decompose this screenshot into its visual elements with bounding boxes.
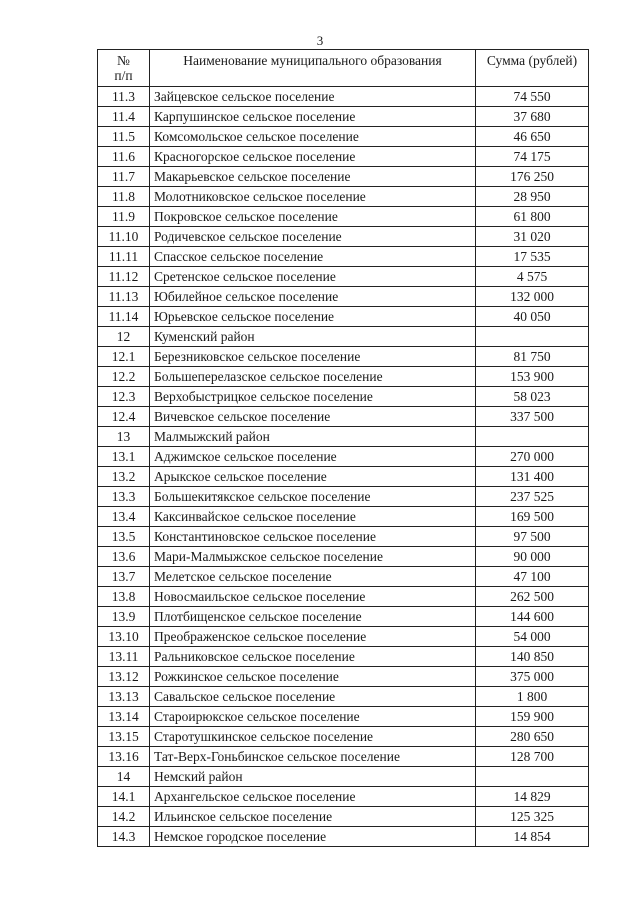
row-number: 14.2 [98, 807, 150, 827]
row-number: 11.5 [98, 127, 150, 147]
row-sum: 375 000 [476, 667, 589, 687]
table-row [98, 247, 589, 267]
row-sum: 74 175 [476, 147, 589, 167]
row-municipality-name: Немское городское поселение [150, 827, 476, 847]
table-row [98, 687, 589, 707]
table-row [98, 627, 589, 647]
header-number-line1: № [117, 53, 130, 68]
row-sum: 90 000 [476, 547, 589, 567]
table-row [98, 807, 589, 827]
row-municipality-name: Березниковское сельское поселение [150, 347, 476, 367]
row-number: 12.3 [98, 387, 150, 407]
row-sum [476, 427, 589, 447]
table-header-row [98, 50, 589, 87]
table-row [98, 407, 589, 427]
table-row [98, 127, 589, 147]
row-municipality-name: Макарьевское сельское поселение [150, 167, 476, 187]
table-row [98, 327, 589, 347]
row-municipality-name: Спасское сельское поселение [150, 247, 476, 267]
row-number: 12.2 [98, 367, 150, 387]
row-sum: 125 325 [476, 807, 589, 827]
row-sum: 4 575 [476, 267, 589, 287]
table-row [98, 387, 589, 407]
row-municipality-name: Тат-Верх-Гоньбинское сельское поселение [150, 747, 476, 767]
row-municipality-name: Красногорское сельское поселение [150, 147, 476, 167]
table-row [98, 607, 589, 627]
table-row [98, 227, 589, 247]
page-number: 3 [316, 33, 324, 48]
row-number: 13.8 [98, 587, 150, 607]
row-sum: 144 600 [476, 607, 589, 627]
row-sum: 31 020 [476, 227, 589, 247]
row-municipality-name: Ральниковское сельское поселение [150, 647, 476, 667]
row-number: 13.6 [98, 547, 150, 567]
table-row [98, 567, 589, 587]
row-sum: 37 680 [476, 107, 589, 127]
row-number: 13.16 [98, 747, 150, 767]
row-number: 11.4 [98, 107, 150, 127]
row-number: 13.10 [98, 627, 150, 647]
row-municipality-name: Константиновское сельское поселение [150, 527, 476, 547]
table-row [98, 187, 589, 207]
row-municipality-name: Староирюкское сельское поселение [150, 707, 476, 727]
row-sum: 46 650 [476, 127, 589, 147]
table-row [98, 467, 589, 487]
table-row [98, 167, 589, 187]
row-sum: 132 000 [476, 287, 589, 307]
row-sum: 176 250 [476, 167, 589, 187]
table-row [98, 147, 589, 167]
row-municipality-name: Аджимское сельское поселение [150, 447, 476, 467]
table-row [98, 727, 589, 747]
row-number: 13.4 [98, 507, 150, 527]
row-number: 13.2 [98, 467, 150, 487]
row-sum: 270 000 [476, 447, 589, 467]
row-sum: 61 800 [476, 207, 589, 227]
row-municipality-name: Рожкинское сельское поселение [150, 667, 476, 687]
row-number: 12.1 [98, 347, 150, 367]
header-sum: Сумма (рублей) [476, 50, 589, 87]
row-number: 11.3 [98, 87, 150, 107]
row-number: 11.14 [98, 307, 150, 327]
row-municipality-name: Каксинвайское сельское поселение [150, 507, 476, 527]
row-municipality-name: Мари-Малмыжское сельское поселение [150, 547, 476, 567]
row-sum: 28 950 [476, 187, 589, 207]
row-number: 11.6 [98, 147, 150, 167]
row-number: 11.11 [98, 247, 150, 267]
row-municipality-name: Карпушинское сельское поселение [150, 107, 476, 127]
row-number: 11.12 [98, 267, 150, 287]
row-municipality-name: Вичевское сельское поселение [150, 407, 476, 427]
table-row [98, 267, 589, 287]
row-sum: 337 500 [476, 407, 589, 427]
row-municipality-name: Новосмаильское сельское поселение [150, 587, 476, 607]
row-number: 12 [98, 327, 150, 347]
row-number: 13.12 [98, 667, 150, 687]
allocation-table [97, 49, 589, 847]
row-municipality-name: Преображенское сельское поселение [150, 627, 476, 647]
table-row [98, 587, 589, 607]
row-sum: 131 400 [476, 467, 589, 487]
row-number: 11.13 [98, 287, 150, 307]
row-number: 14.3 [98, 827, 150, 847]
row-municipality-name: Большекитякское сельское поселение [150, 487, 476, 507]
row-municipality-name: Большеперелазское сельское поселение [150, 367, 476, 387]
row-sum: 262 500 [476, 587, 589, 607]
row-number: 13.15 [98, 727, 150, 747]
row-sum: 159 900 [476, 707, 589, 727]
row-sum: 237 525 [476, 487, 589, 507]
table-row [98, 747, 589, 767]
table-row [98, 787, 589, 807]
row-number: 14 [98, 767, 150, 787]
row-sum: 58 023 [476, 387, 589, 407]
table-row [98, 347, 589, 367]
row-number: 13.5 [98, 527, 150, 547]
row-municipality-name: Сретенское сельское поселение [150, 267, 476, 287]
row-municipality-name: Старотушкинское сельское поселение [150, 727, 476, 747]
row-sum: 14 829 [476, 787, 589, 807]
row-municipality-name: Архангельское сельское поселение [150, 787, 476, 807]
table-row [98, 827, 589, 847]
row-sum: 14 854 [476, 827, 589, 847]
table-row [98, 427, 589, 447]
row-number: 13.14 [98, 707, 150, 727]
row-municipality-name: Мелетское сельское поселение [150, 567, 476, 587]
row-sum: 169 500 [476, 507, 589, 527]
row-sum: 153 900 [476, 367, 589, 387]
table-row [98, 307, 589, 327]
row-sum: 74 550 [476, 87, 589, 107]
row-municipality-name: Немский район [150, 767, 476, 787]
table-row [98, 507, 589, 527]
row-municipality-name: Верхобыстрицкое сельское поселение [150, 387, 476, 407]
row-municipality-name: Малмыжский район [150, 427, 476, 447]
table-row [98, 287, 589, 307]
row-number: 13.3 [98, 487, 150, 507]
row-number: 13 [98, 427, 150, 447]
table-row [98, 107, 589, 127]
row-municipality-name: Арыкское сельское поселение [150, 467, 476, 487]
row-number: 12.4 [98, 407, 150, 427]
row-sum: 1 800 [476, 687, 589, 707]
row-sum: 280 650 [476, 727, 589, 747]
row-number: 11.10 [98, 227, 150, 247]
row-sum: 54 000 [476, 627, 589, 647]
table-row [98, 487, 589, 507]
row-number: 14.1 [98, 787, 150, 807]
row-sum: 47 100 [476, 567, 589, 587]
table-row [98, 207, 589, 227]
row-number: 11.9 [98, 207, 150, 227]
row-sum: 140 850 [476, 647, 589, 667]
row-municipality-name: Покровское сельское поселение [150, 207, 476, 227]
row-number: 11.8 [98, 187, 150, 207]
row-municipality-name: Родичевское сельское поселение [150, 227, 476, 247]
row-municipality-name: Плотбищенское сельское поселение [150, 607, 476, 627]
header-number-line2: п/п [114, 68, 133, 83]
table-row [98, 647, 589, 667]
header-municipality-name: Наименование муниципального образования [150, 50, 476, 87]
row-sum: 81 750 [476, 347, 589, 367]
row-municipality-name: Ильинское сельское поселение [150, 807, 476, 827]
row-number: 13.11 [98, 647, 150, 667]
table-row [98, 547, 589, 567]
row-sum [476, 327, 589, 347]
row-municipality-name: Юрьевское сельское поселение [150, 307, 476, 327]
row-municipality-name: Юбилейное сельское поселение [150, 287, 476, 307]
table-body [98, 87, 589, 847]
table-row [98, 767, 589, 787]
row-number: 13.7 [98, 567, 150, 587]
row-number: 13.1 [98, 447, 150, 467]
header-number [98, 50, 150, 87]
row-municipality-name: Зайцевское сельское поселение [150, 87, 476, 107]
table-row [98, 667, 589, 687]
row-number: 13.13 [98, 687, 150, 707]
row-sum: 128 700 [476, 747, 589, 767]
table-row [98, 447, 589, 467]
table-row [98, 87, 589, 107]
row-sum [476, 767, 589, 787]
row-municipality-name: Савальское сельское поселение [150, 687, 476, 707]
row-sum: 97 500 [476, 527, 589, 547]
row-municipality-name: Куменский район [150, 327, 476, 347]
table-row [98, 367, 589, 387]
table-row [98, 527, 589, 547]
row-number: 11.7 [98, 167, 150, 187]
row-sum: 40 050 [476, 307, 589, 327]
row-sum: 17 535 [476, 247, 589, 267]
row-municipality-name: Комсомольское сельское поселение [150, 127, 476, 147]
row-municipality-name: Молотниковское сельское поселение [150, 187, 476, 207]
table-row [98, 707, 589, 727]
row-number: 13.9 [98, 607, 150, 627]
